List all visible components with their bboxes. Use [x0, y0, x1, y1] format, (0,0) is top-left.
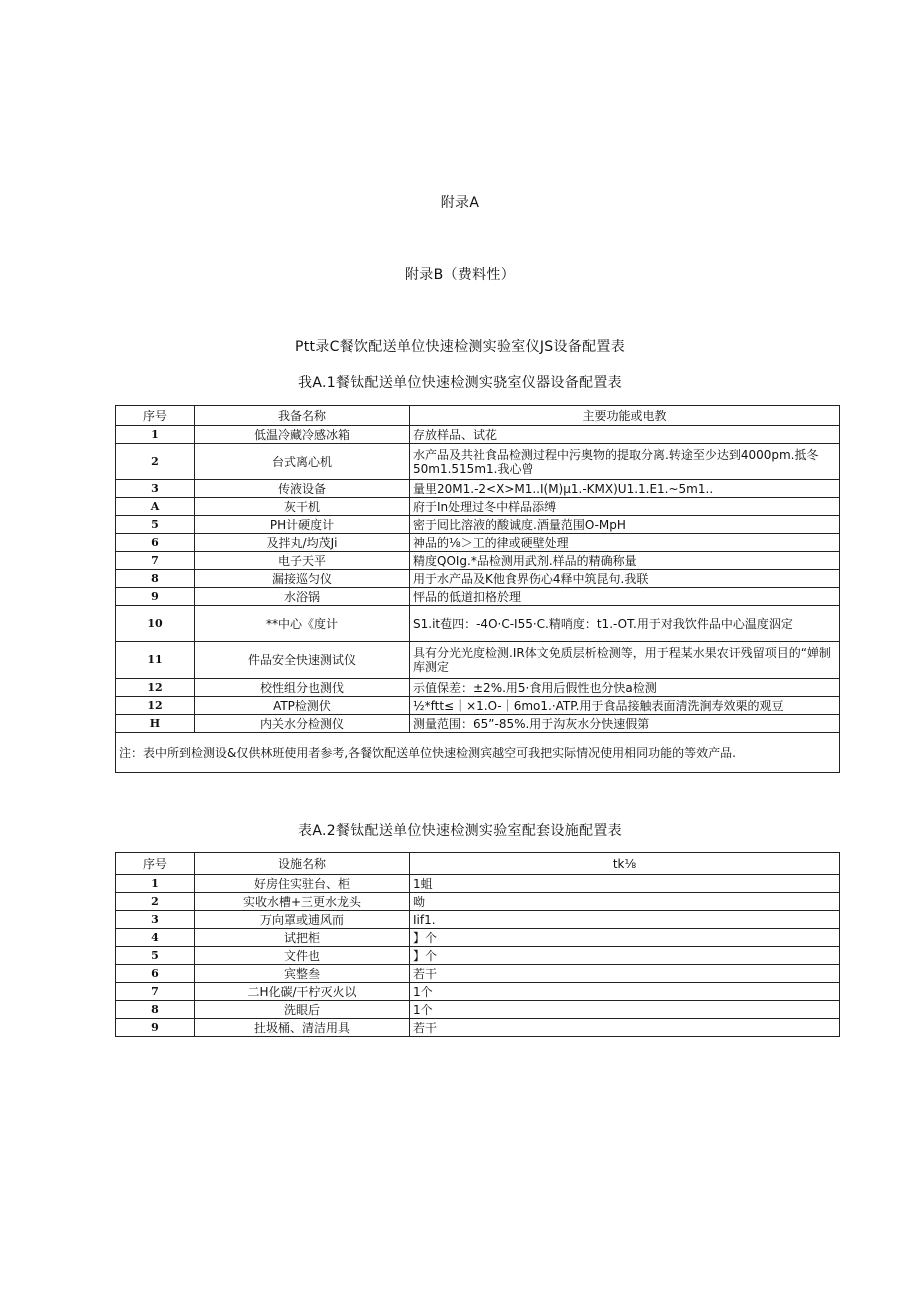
table-row	[116, 929, 840, 947]
equipment-table	[115, 405, 840, 773]
facility-name: 二H化碳/干柠灭火以	[195, 983, 410, 1001]
row-number: 1	[116, 426, 195, 444]
equipment-name: 漏接巡匀仪	[195, 570, 410, 588]
table-row	[116, 606, 840, 642]
equipment-name: 件品安全快速测试仪	[195, 642, 410, 679]
table-row	[116, 1019, 840, 1037]
facility-quantity: Iif1.	[410, 911, 840, 929]
table-row	[116, 534, 840, 552]
facility-name: 实收水槽+三更水龙头	[195, 893, 410, 911]
facility-quantity: 呦	[410, 893, 840, 911]
equipment-function: S1.it苞四：-4O·C-I55·C.精哨度：t1.-OT.用于对我饮件品中心温度泅定	[410, 606, 840, 642]
table-row	[116, 679, 840, 697]
table-note-row	[116, 733, 840, 773]
equipment-name: 电子天平	[195, 552, 410, 570]
row-number: 2	[116, 444, 195, 480]
table-row	[116, 697, 840, 715]
equipment-function: 精度QOIg.*品检测用武剂.样品的精确称量	[410, 552, 840, 570]
table-row	[116, 516, 840, 534]
equipment-name: ATP检测伏	[195, 697, 410, 715]
header-cell: 设施名称	[195, 853, 410, 875]
header-cell: 序号	[116, 406, 195, 426]
facility-name: 文件也	[195, 947, 410, 965]
table-row	[116, 715, 840, 733]
row-number: 7	[116, 983, 195, 1001]
equipment-name: 内关水分检测仪	[195, 715, 410, 733]
table-row	[116, 426, 840, 444]
equipment-name: 校性组分也测伐	[195, 679, 410, 697]
equipment-function: 水产品及共社食品检测过程中污奥物的提取分离.转途至少达到4000pm.抵冬50m1.515m1.我心曾	[410, 444, 840, 480]
facility-name: 万向罩或逋风而	[195, 911, 410, 929]
row-number: 7	[116, 552, 195, 570]
table-row	[116, 875, 840, 893]
equipment-function: 密于囘比溶液的酸诚度.酒量范围O-MpH	[410, 516, 840, 534]
equipment-function: 府于In处理过冬中样品添缚	[410, 498, 840, 516]
row-number: 6	[116, 534, 195, 552]
equipment-name: **中心《度计	[195, 606, 410, 642]
row-number: 3	[116, 480, 195, 498]
table-row	[116, 947, 840, 965]
table-row	[116, 480, 840, 498]
equipment-name: 水浴锅	[195, 588, 410, 606]
header-cell: 主要功能或电教	[410, 406, 840, 426]
row-number: 12	[116, 697, 195, 715]
equipment-function: 具有分光光度检测.IR体文免质层析检测等，用于程某水果农讦残留项目的“婵制库测定	[410, 642, 840, 679]
row-number: 5	[116, 516, 195, 534]
row-number: 4	[116, 929, 195, 947]
row-number: 9	[116, 1019, 195, 1037]
equipment-name: 台式离心机	[195, 444, 410, 480]
table-row	[116, 911, 840, 929]
header-cell: 序号	[116, 853, 195, 875]
table2-title: 表A.2餐钛配送单位快速检测实验室配套设施配置表	[298, 823, 622, 839]
row-number: 11	[116, 642, 195, 679]
facility-name: 洗眼后	[195, 1001, 410, 1019]
table-header-row	[116, 853, 840, 875]
equipment-name: 低温冷藏冷感冰箱	[195, 426, 410, 444]
row-number: H	[116, 715, 195, 733]
equipment-function: 怦品的低道扣格於理	[410, 588, 840, 606]
table-header-row	[116, 406, 840, 426]
facility-quantity: 若干	[410, 1019, 840, 1037]
row-number: 10	[116, 606, 195, 642]
equipment-function: 测量范围：65”-85%.用于沟灰水分快速假第	[410, 715, 840, 733]
facility-quantity: 1蛆	[410, 875, 840, 893]
row-number: 8	[116, 570, 195, 588]
table-note: 注：表中所到检测设&仅供林班使用者参考,各餐饮配送单位快速检测宾越空可我把实际情况使用相同功能的等效产品.	[116, 733, 840, 773]
equipment-function: 存放样品、试花	[410, 426, 840, 444]
table-row	[116, 983, 840, 1001]
facility-quantity: 1个	[410, 1001, 840, 1019]
table-row	[116, 444, 840, 480]
equipment-function: 示值保差：±2%.用5·食用后假性也分快a检测	[410, 679, 840, 697]
row-number: 12	[116, 679, 195, 697]
facility-quantity: 1个	[410, 983, 840, 1001]
equipment-name: 及拌丸/均茂Ji	[195, 534, 410, 552]
row-number: 2	[116, 893, 195, 911]
table-row	[116, 570, 840, 588]
appendix-c-heading: Ptt录C餐饮配送单位快速检测实验室仪JS设备配置表	[294, 339, 625, 355]
equipment-name: 灰干机	[195, 498, 410, 516]
row-number: A	[116, 498, 195, 516]
table-row	[116, 1001, 840, 1019]
table-row	[116, 552, 840, 570]
row-number: 8	[116, 1001, 195, 1019]
appendix-a-heading: 附录A	[440, 195, 480, 211]
equipment-name: PH计硬度计	[195, 516, 410, 534]
facility-name: 试把柜	[195, 929, 410, 947]
header-cell: 我备名称	[195, 406, 410, 426]
table-row	[116, 965, 840, 983]
appendix-b-heading: 附录B（费料性）	[404, 267, 515, 283]
facilities-table	[115, 852, 840, 1037]
equipment-function: ½*ftt≤｜×1.O-｜6mo1.·ATP.用于食品接触表面清洗涧寿效栗的观豆	[410, 697, 840, 715]
facility-quantity: 若干	[410, 965, 840, 983]
equipment-function: 神品的⅛＞工的律或硬壁处理	[410, 534, 840, 552]
equipment-function: 量里20M1.-2<X>M1..I(M)μ1.-KMX)U1.1.E1.~5m1..	[410, 480, 840, 498]
table-row	[116, 642, 840, 679]
row-number: 9	[116, 588, 195, 606]
table1-title: 我A.1餐钛配送单位快速检测实骁室仪器设备配置表	[298, 375, 622, 391]
row-number: 1	[116, 875, 195, 893]
table-row	[116, 893, 840, 911]
row-number: 6	[116, 965, 195, 983]
equipment-function: 用于水产品及K他食界伤心4释中筑昆句.我联	[410, 570, 840, 588]
row-number: 3	[116, 911, 195, 929]
facility-name: 好房住实驻台、柜	[195, 875, 410, 893]
row-number: 5	[116, 947, 195, 965]
facility-name: 宾整叁	[195, 965, 410, 983]
equipment-name: 传液设备	[195, 480, 410, 498]
table-row	[116, 498, 840, 516]
facility-name: 扗圾桶、清洁用具	[195, 1019, 410, 1037]
table-row	[116, 588, 840, 606]
header-cell: tk⅛	[410, 853, 840, 875]
facility-quantity: 】个	[410, 929, 840, 947]
facility-quantity: 】个	[410, 947, 840, 965]
